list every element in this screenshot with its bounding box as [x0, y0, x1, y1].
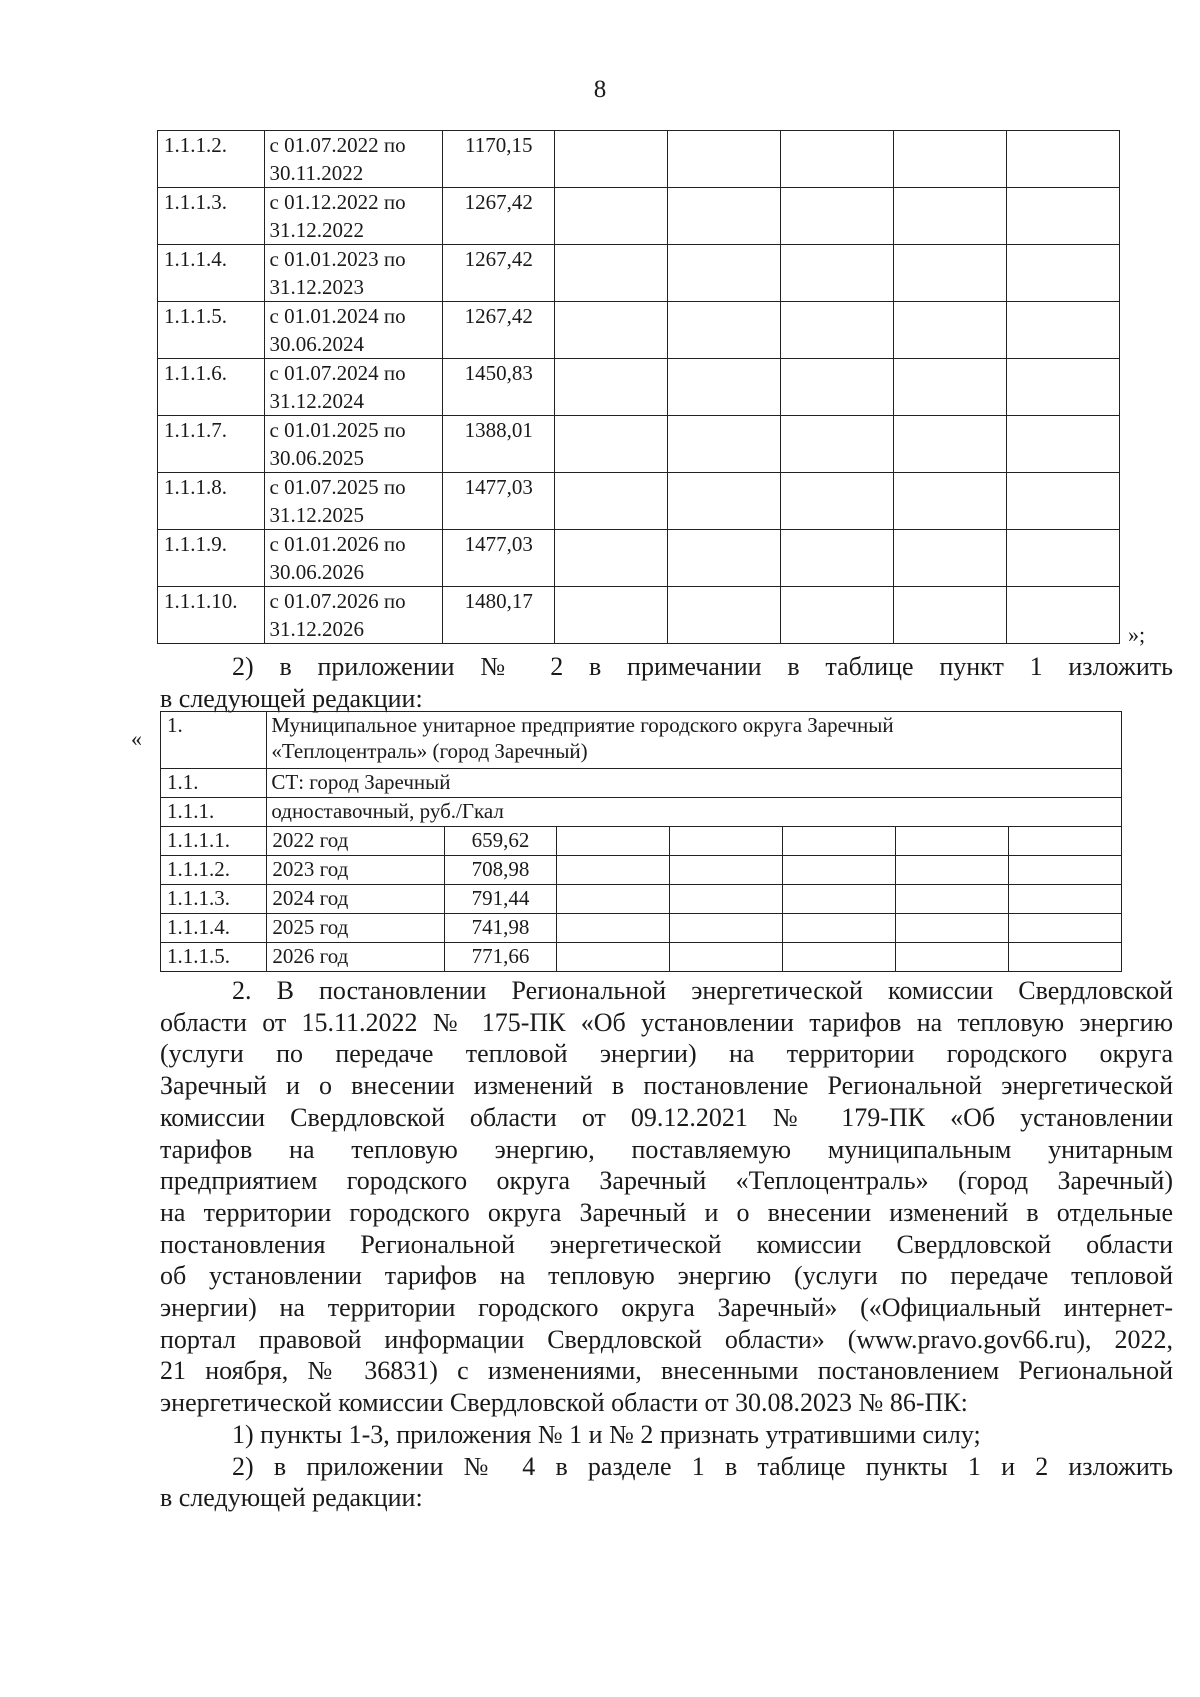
amendment-paragraph-resolution [160, 975, 1173, 1514]
period-cell [264, 131, 443, 188]
period-cell [264, 473, 443, 530]
empty-cell [894, 188, 1007, 245]
empty-cell [781, 131, 894, 188]
period-start: с 01.01.2025 по [269, 418, 406, 442]
paragraph-line: на территории городского округа Заречный и о внесении изменений в отдельные [160, 1197, 1173, 1227]
empty-cell [783, 856, 896, 885]
empty-cell [555, 359, 668, 416]
table-row [158, 245, 1120, 302]
table-row [161, 856, 1122, 885]
system-name-cell: СТ: город Заречный [267, 769, 1122, 798]
table-row [161, 798, 1122, 827]
table-row [161, 885, 1122, 914]
tariff-value: 659,62 [444, 827, 556, 856]
empty-cell [781, 302, 894, 359]
table-row [161, 943, 1122, 972]
empty-cell [557, 856, 670, 885]
tariff-value: 1170,15 [443, 131, 555, 188]
empty-cell [783, 943, 896, 972]
empty-cell [670, 914, 783, 943]
empty-cell [783, 885, 896, 914]
empty-cell [781, 473, 894, 530]
row-number: 1.1.1. [161, 798, 267, 827]
row-number: 1.1.1.10. [158, 587, 265, 644]
period-end: 30.06.2024 [269, 332, 365, 356]
table-row [158, 359, 1120, 416]
opening-quote: « [131, 726, 142, 751]
empty-cell [1007, 131, 1120, 188]
empty-cell [781, 359, 894, 416]
tariff-value: 1477,03 [443, 530, 555, 587]
table-row [161, 914, 1122, 943]
empty-cell [1008, 943, 1121, 972]
row-number: 1. [161, 712, 267, 769]
paragraph-line: предприятием городского округа Заречный «Теплоцентраль» (город Заречный) [160, 1166, 1173, 1196]
empty-cell [557, 827, 670, 856]
empty-cell [894, 131, 1007, 188]
row-number: 1.1.1.9. [158, 530, 265, 587]
empty-cell [894, 473, 1007, 530]
tariff-type-cell: одноставочный, руб./Гкал [267, 798, 1122, 827]
empty-cell [668, 416, 781, 473]
paragraph-line: (услуги по передаче тепловой энергии) на территории городского округа [160, 1039, 1173, 1069]
period-cell [264, 245, 443, 302]
paragraph-line: в следующей редакции: [160, 683, 423, 713]
paragraph-line: в следующей редакции: [160, 1483, 423, 1513]
paragraph-line: портал правовой информации Свердловской области» (www.pravo.gov66.ru), 2022, [160, 1324, 1173, 1354]
empty-cell [781, 530, 894, 587]
row-number: 1.1.1.7. [158, 416, 265, 473]
empty-cell [895, 914, 1008, 943]
empty-cell [668, 530, 781, 587]
period-cell [264, 416, 443, 473]
row-number: 1.1.1.1. [161, 827, 267, 856]
closing-quote: »; [1128, 622, 1146, 647]
paragraph-line: области от 15.11.2022 № 175-ПК «Об установлении тарифов на тепловую энергию [160, 1007, 1173, 1037]
row-number: 1.1.1.2. [161, 856, 267, 885]
empty-cell [894, 302, 1007, 359]
tariff-value: 1267,42 [443, 188, 555, 245]
paragraph-line: об установлении тарифов на тепловую энергию (услуги по передаче тепловой [160, 1261, 1173, 1291]
empty-cell [1007, 530, 1120, 587]
table-row [161, 769, 1122, 798]
tariff-value: 1388,01 [443, 416, 555, 473]
paragraph-line: 2) в приложении № 4 в разделе 1 в таблице пункты 1 и 2 изложить [232, 1451, 1173, 1481]
year-cell: 2025 год [267, 914, 445, 943]
row-number: 1.1.1.3. [158, 188, 265, 245]
row-number: 1.1. [161, 769, 267, 798]
empty-cell [670, 943, 783, 972]
empty-cell [668, 188, 781, 245]
empty-cell [783, 914, 896, 943]
empty-cell [555, 530, 668, 587]
empty-cell [1007, 416, 1120, 473]
period-end: 31.12.2023 [269, 275, 365, 299]
organization-name-cell [267, 712, 1122, 769]
empty-cell [668, 473, 781, 530]
empty-cell [668, 302, 781, 359]
empty-cell [895, 856, 1008, 885]
empty-cell [895, 943, 1008, 972]
empty-cell [555, 302, 668, 359]
year-cell: 2023 год [267, 856, 445, 885]
tariff-years-table [160, 711, 1122, 972]
empty-cell [668, 359, 781, 416]
empty-cell [555, 416, 668, 473]
period-start: с 01.07.2026 по [269, 589, 406, 613]
tariff-value: 771,66 [444, 943, 556, 972]
empty-cell [894, 416, 1007, 473]
empty-cell [1007, 302, 1120, 359]
amendment-paragraph-appendix-2 [160, 651, 1173, 714]
tariff-value: 1267,42 [443, 245, 555, 302]
table-row [158, 188, 1120, 245]
paragraph-line: 21 ноября, № 36831) с изменениями, внесенными постановлением Региональной [160, 1356, 1173, 1386]
empty-cell [555, 188, 668, 245]
table-row [158, 302, 1120, 359]
tariff-value: 1480,17 [443, 587, 555, 644]
tariff-value: 1477,03 [443, 473, 555, 530]
row-number: 1.1.1.5. [161, 943, 267, 972]
period-end: 30.06.2025 [269, 446, 365, 470]
period-end: 31.12.2024 [269, 389, 365, 413]
empty-cell [555, 245, 668, 302]
organization-name-line: Муниципальное унитарное предприятие городского округа Заречный [271, 713, 894, 737]
row-number: 1.1.1.2. [158, 131, 265, 188]
period-start: с 01.01.2024 по [269, 304, 406, 328]
period-cell [264, 302, 443, 359]
row-number: 1.1.1.5. [158, 302, 265, 359]
period-end: 31.12.2022 [269, 218, 365, 242]
period-end: 31.12.2025 [269, 503, 365, 527]
empty-cell [557, 885, 670, 914]
empty-cell [783, 827, 896, 856]
empty-cell [895, 827, 1008, 856]
period-end: 30.11.2022 [269, 161, 364, 185]
period-start: с 01.07.2024 по [269, 361, 406, 385]
period-start: с 01.01.2023 по [269, 247, 406, 271]
year-cell: 2022 год [267, 827, 445, 856]
empty-cell [555, 131, 668, 188]
table-row [158, 416, 1120, 473]
paragraph-line: 2. В постановлении Региональной энергетической комиссии Свердловской [232, 976, 1173, 1005]
empty-cell [668, 245, 781, 302]
table-row [158, 473, 1120, 530]
empty-cell [555, 473, 668, 530]
paragraph-line: энергии) на территории городского округа Заречный» («Официальный интернет- [160, 1293, 1173, 1323]
empty-cell [894, 530, 1007, 587]
empty-cell [1007, 587, 1120, 644]
empty-cell [894, 359, 1007, 416]
paragraph-line: постановления Региональной энергетической комиссии Свердловской области [160, 1229, 1173, 1259]
table-row [158, 530, 1120, 587]
period-start: с 01.01.2026 по [269, 532, 406, 556]
empty-cell [894, 587, 1007, 644]
year-cell: 2026 год [267, 943, 445, 972]
period-cell [264, 188, 443, 245]
period-start: с 01.07.2022 по [269, 133, 406, 157]
empty-cell [1008, 856, 1121, 885]
empty-cell [895, 885, 1008, 914]
empty-cell [670, 827, 783, 856]
empty-cell [1008, 914, 1121, 943]
paragraph-line: 2) в приложении № 2 в примечании в таблице пункт 1 изложить [232, 652, 1173, 681]
row-number: 1.1.1.6. [158, 359, 265, 416]
paragraph-line: комиссии Свердловской области от 09.12.2021 № 179-ПК «Об установлении [160, 1102, 1173, 1132]
table-row [158, 131, 1120, 188]
empty-cell [670, 885, 783, 914]
empty-cell [557, 943, 670, 972]
row-number: 1.1.1.4. [161, 914, 267, 943]
empty-cell [781, 587, 894, 644]
tariff-value: 741,98 [444, 914, 556, 943]
row-number: 1.1.1.3. [161, 885, 267, 914]
period-end: 30.06.2026 [269, 560, 365, 584]
organization-name-line: «Теплоцентраль» (город Заречный) [271, 739, 588, 763]
year-cell: 2024 год [267, 885, 445, 914]
tariff-value: 1267,42 [443, 302, 555, 359]
period-cell [264, 587, 443, 644]
tariff-periods-table [157, 130, 1120, 644]
row-number: 1.1.1.8. [158, 473, 265, 530]
empty-cell [781, 245, 894, 302]
table-row [161, 712, 1122, 769]
empty-cell [1007, 245, 1120, 302]
tariff-value: 1450,83 [443, 359, 555, 416]
empty-cell [894, 245, 1007, 302]
period-start: с 01.07.2025 по [269, 475, 406, 499]
empty-cell [781, 188, 894, 245]
period-cell [264, 359, 443, 416]
empty-cell [557, 914, 670, 943]
paragraph-line: 1) пункты 1-3, приложения № 1 и № 2 признать утратившими силу; [232, 1419, 981, 1449]
empty-cell [1007, 188, 1120, 245]
table-row [158, 587, 1120, 644]
period-start: с 01.12.2022 по [269, 190, 406, 214]
empty-cell [668, 587, 781, 644]
empty-cell [781, 416, 894, 473]
table-row [161, 827, 1122, 856]
period-end: 31.12.2026 [269, 617, 365, 641]
empty-cell [555, 587, 668, 644]
empty-cell [668, 131, 781, 188]
empty-cell [1008, 827, 1121, 856]
paragraph-line: тарифов на тепловую энергию, поставляемую муниципальным унитарным [160, 1134, 1173, 1164]
paragraph-line: Заречный и о внесении изменений в постановление Региональной энергетической [160, 1071, 1173, 1101]
empty-cell [1007, 359, 1120, 416]
paragraph-line: энергетической комиссии Свердловской области от 30.08.2023 № 86-ПК: [160, 1388, 968, 1418]
period-cell [264, 530, 443, 587]
tariff-value: 708,98 [444, 856, 556, 885]
empty-cell [670, 856, 783, 885]
page-number: 8 [593, 76, 607, 103]
tariff-value: 791,44 [444, 885, 556, 914]
empty-cell [1008, 885, 1121, 914]
empty-cell [1007, 473, 1120, 530]
row-number: 1.1.1.4. [158, 245, 265, 302]
